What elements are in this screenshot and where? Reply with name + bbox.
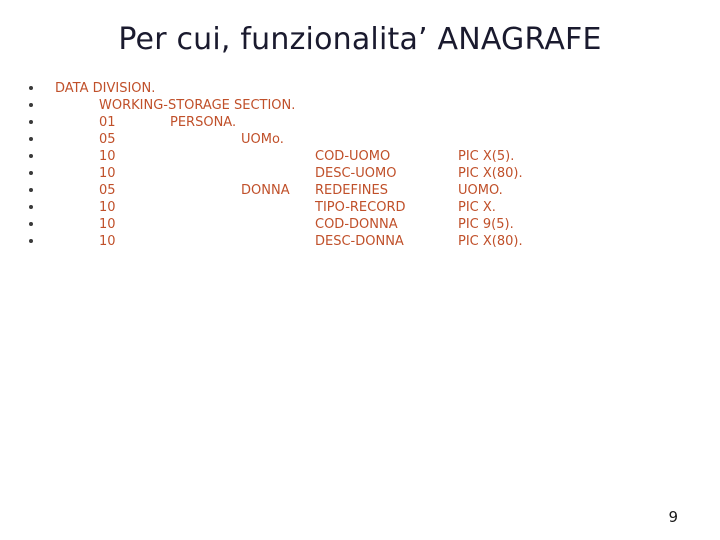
field-name: COD-DONNA bbox=[315, 217, 398, 232]
pic-clause: PIC 9(5). bbox=[458, 217, 514, 232]
working-storage-text: WORKING-STORAGE SECTION. bbox=[99, 98, 296, 113]
code-line bbox=[0, 182, 720, 199]
level-number: 10 bbox=[99, 217, 116, 232]
bullet-icon bbox=[29, 103, 33, 107]
slide-title: Per cui, funzionalita’ ANAGRAFE bbox=[118, 22, 602, 57]
redefined-record: UOMO. bbox=[458, 183, 503, 198]
pic-clause: PIC X. bbox=[458, 200, 496, 215]
level-number: 05 bbox=[99, 132, 116, 147]
pic-clause: PIC X(80). bbox=[458, 234, 523, 249]
bullet-icon bbox=[29, 188, 33, 192]
level-number: 05 bbox=[99, 183, 116, 198]
bullet-icon bbox=[29, 120, 33, 124]
level-number: 01 bbox=[99, 115, 116, 130]
level-number: 10 bbox=[99, 166, 116, 181]
code-line bbox=[0, 199, 720, 216]
level-number: 10 bbox=[99, 149, 116, 164]
group-name: UOMo. bbox=[241, 132, 284, 147]
bullet-icon bbox=[29, 222, 33, 226]
code-line bbox=[0, 80, 720, 97]
field-name: COD-UOMO bbox=[315, 149, 391, 164]
level-number: 10 bbox=[99, 200, 116, 215]
level-number: 10 bbox=[99, 234, 116, 249]
pic-clause: PIC X(5). bbox=[458, 149, 515, 164]
group-name: DONNA bbox=[241, 183, 290, 198]
bullet-icon bbox=[29, 171, 33, 175]
code-line bbox=[0, 233, 720, 250]
redefines-keyword: REDEFINES bbox=[315, 183, 388, 198]
bullet-icon bbox=[29, 86, 33, 90]
code-line bbox=[0, 114, 720, 131]
field-name: DESC-DONNA bbox=[315, 234, 404, 249]
pic-clause: PIC X(80). bbox=[458, 166, 523, 181]
record-name: PERSONA. bbox=[170, 115, 237, 130]
bullet-icon bbox=[29, 239, 33, 243]
field-name: DESC-UOMO bbox=[315, 166, 397, 181]
code-line bbox=[0, 165, 720, 182]
code-line bbox=[0, 97, 720, 114]
field-name: TIPO-RECORD bbox=[315, 200, 406, 215]
data-division-text: DATA DIVISION. bbox=[55, 81, 156, 96]
code-line bbox=[0, 148, 720, 165]
bullet-icon bbox=[29, 154, 33, 158]
code-listing bbox=[0, 80, 720, 250]
code-line bbox=[0, 216, 720, 233]
page-number: 9 bbox=[668, 508, 678, 526]
bullet-icon bbox=[29, 205, 33, 209]
bullet-icon bbox=[29, 137, 33, 141]
code-line bbox=[0, 131, 720, 148]
